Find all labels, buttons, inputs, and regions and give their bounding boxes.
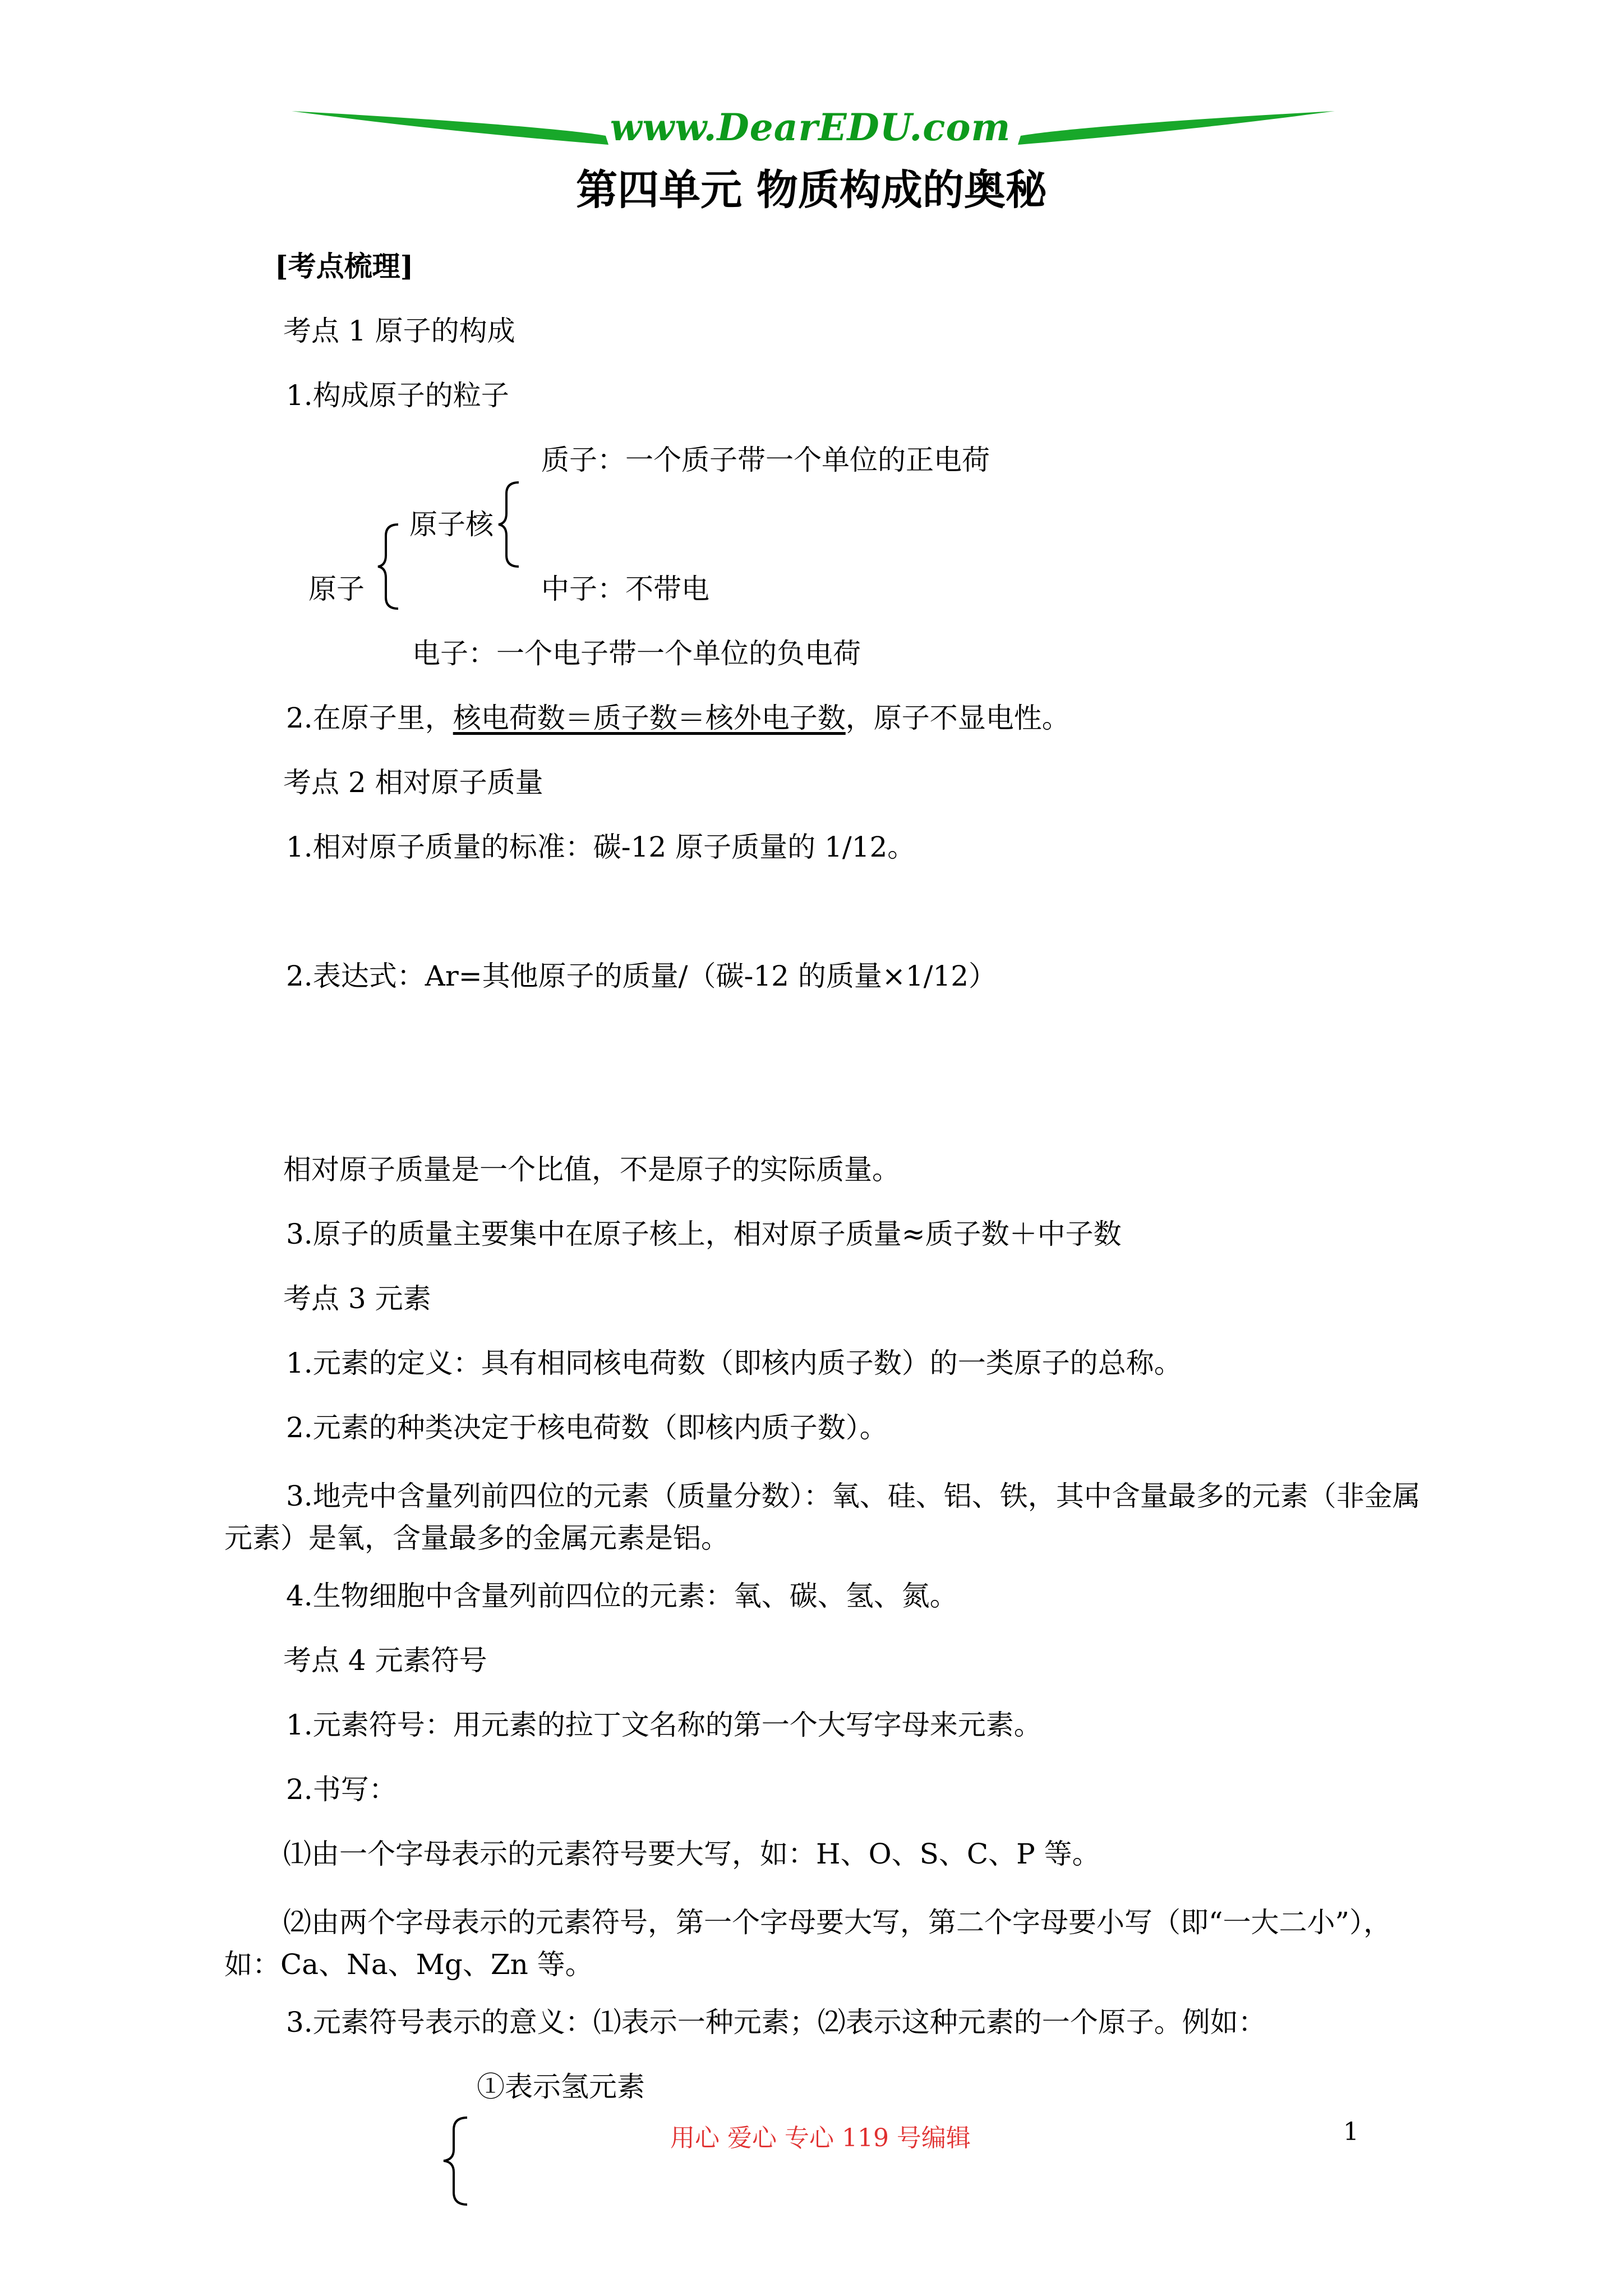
left-swoosh-icon [292,111,608,145]
kaodian1-item2-suffix: ，原子不显电性。 [845,702,1070,734]
kaodian4-item2b: ⑵由两个字母表示的元素符号，第一个字母要大写，第二个字母要小写（即“一大二小”），如：Ca、Na、Mg、Zn 等。 [224,1906,1392,1981]
kaodian2-heading: 考点 2 相对原子质量 [283,766,543,799]
kaodian4-item2: 2.书写： [286,1773,397,1806]
nucleus-brace-icon [496,480,524,569]
right-swoosh-icon [1018,111,1335,145]
kaodian1-item1: 1.构成原子的粒子 [286,379,509,412]
kaodian1-item2 [286,701,1070,735]
footer-editor-note: 用心 爱心 专心 119 号编辑 [670,2124,971,2152]
kaodian4-item1: 1.元素符号：用元素的拉丁文名称的第一个大写字母来元素。 [286,1709,1042,1741]
kaodian1-item2-underlined: 核电荷数＝质子数＝核外电子数 [453,702,846,734]
nucleus-label: 原子核 [409,508,494,541]
kaodian1-item2-prefix: 2.在原子里， [286,702,453,734]
atom-label: 原子 [308,573,365,605]
kaodian3-heading: 考点 3 元素 [283,1282,431,1315]
kaodian2-item2: 2.表达式：Ar=其他原子的质量/（碳-12 的质量×1/12） [286,960,997,992]
site-logo-text: www.DearEDU.com [610,105,1011,149]
kaodian4-item3: 3.元素符号表示的意义：⑴表示一种元素；⑵表示这种元素的一个原子。例如： [286,2006,1266,2039]
kaodian3-item4: 4.生物细胞中含量列前四位的元素：氧、碳、氢、氮。 [286,1580,958,1612]
electron-label: 电子：一个电子带一个单位的负电荷 [412,637,861,670]
page-number: 1 [1343,2118,1359,2146]
kaodian2-note: 相对原子质量是一个比值，不是原子的实际质量。 [283,1153,900,1186]
kaodian2-item3: 3.原子的质量主要集中在原子核上，相对原子质量≈质子数＋中子数 [286,1218,1122,1250]
kaodian3-item1: 1.元素的定义：具有相同核电荷数（即核内质子数）的一类原子的总称。 [286,1347,1182,1379]
neutron-label: 中子：不带电 [541,573,709,605]
proton-label: 质子：一个质子带一个单位的正电荷 [541,444,990,476]
kaodian4-example1: ①表示氢元素 [477,2070,645,2103]
page-title: 第四单元 物质构成的奥秘 [576,166,1047,214]
atom-brace-icon [376,522,404,611]
kaodian3-item2: 2.元素的种类决定于核电荷数（即核内质子数）。 [286,1411,888,1444]
kaodian2-item1: 1.相对原子质量的标准：碳-12 原子质量的 1/12。 [286,831,916,863]
kaodian4-heading: 考点 4 元素符号 [283,1644,487,1677]
section-heading: [考点梳理] [275,250,414,283]
kaodian4-item2a: ⑴由一个字母表示的元素符号要大写，如：H、O、S、C、P 等。 [283,1838,1100,1870]
example-brace-icon [440,2115,474,2207]
kaodian1-heading: 考点 1 原子的构成 [283,315,515,347]
kaodian3-item3: 3.地壳中含量列前四位的元素（质量分数）：氧、硅、铝、铁，其中含量最多的元素（非金属元素）是氧，含量最多的金属元素是铝。 [224,1480,1421,1554]
